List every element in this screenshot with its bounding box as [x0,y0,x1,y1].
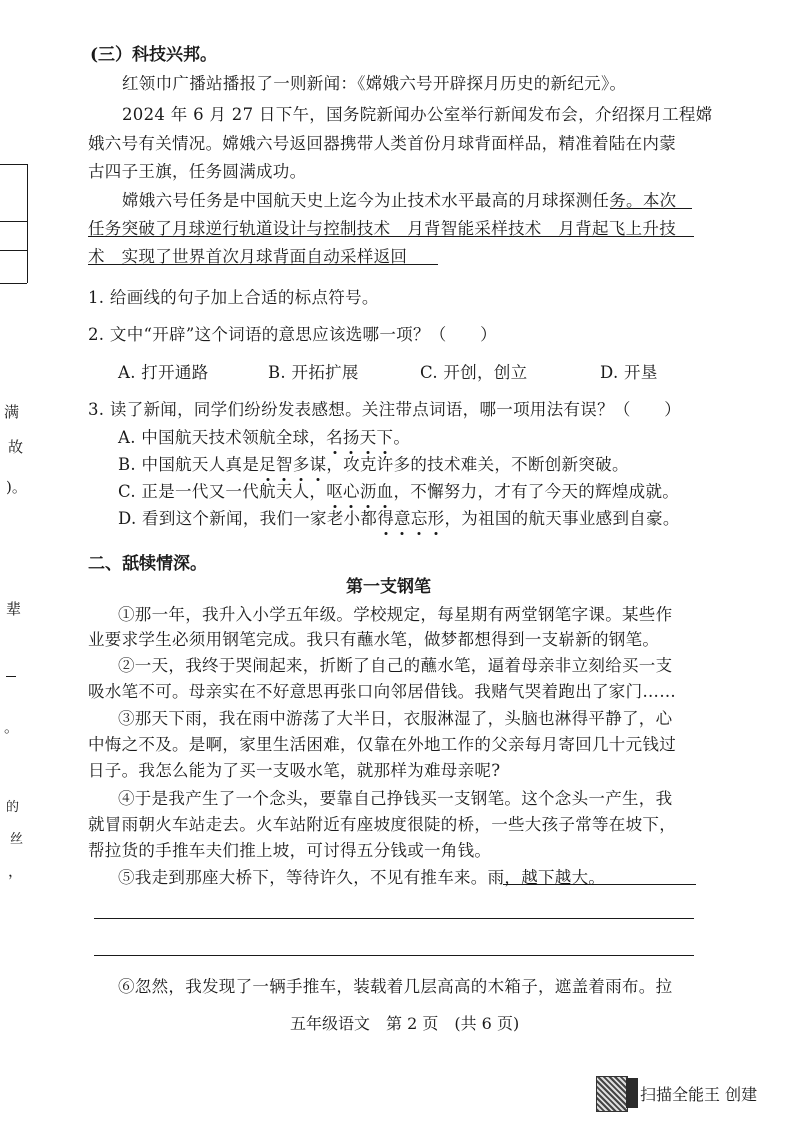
dotted-char: 下 [376,428,394,447]
section-heading: (三）科技兴邦。 [90,45,218,65]
story-line: ④于是我产生了一个念头，要靠自己挣钱买一支钢笔。这个念头一产生，我 [118,789,673,808]
underlined-text: 本次 [642,191,677,210]
question-3: 3. 读了新闻，同学们纷纷发表感想。关注带点词语，哪一项用法有误？（ ） [88,400,682,419]
answer-line[interactable] [94,918,694,919]
margin-char: 的 [6,800,20,815]
dotted-char: 名 [326,428,343,447]
dotted-word [326,428,393,447]
dotted-char: 心 [343,482,360,501]
story-line: ②一天，我终于哭闹起来，折断了自己的蘸水笔，逼着母亲非立刻给买一支 [118,656,673,675]
margin-char: 辈 [6,600,22,618]
option-c: C. 开创，创立 [420,363,528,382]
margin-char: 故 [8,438,24,456]
story-line: 日子。我怎么能为了买一支吸水笔，就那样为难母亲呢? [88,761,501,780]
news-line [122,187,676,211]
story-title: 第一支钢笔 [346,577,431,597]
option-d: D. 开垦 [600,363,658,382]
story-line: 业要求学生必须用钢笔完成。我只有蘸水笔，做梦都想得到一支崭新的钢笔。 [88,630,660,649]
story-line: 吸水笔不可。母亲实在不好意思再张口向邻居借钱。我赌气哭着跑出了家门…… [88,682,676,701]
story-line: ①那一年，我升入小学五年级。学校规定，每星期有两堂钢笔字课。某些作 [118,605,673,624]
dotted-char: 足 [259,455,276,474]
underlined-sentence: 术 实现了世界首次月球背面自动采样返回 [88,247,408,266]
underlined-text: 雨，越下越大。 [487,868,606,887]
dotted-char: 扬 [342,428,360,447]
q3-option-c: C. 正是一代又一代航天人，呕心沥血，不懈努力，才有了今天的辉煌成就。 [118,482,680,501]
dotted-char: 沥 [359,482,377,501]
q3-option-b: B. 中国航天人真是足智多谋，攻克许多的技术难关，不断创新突破。 [118,455,629,474]
margin-char: 满 [4,403,20,421]
news-line: 红领巾广播站播报了一则新闻：《嫦娥六号开辟探月历史的新纪元》。 [122,74,627,93]
scanner-watermark: 扫描全能王 创建 [640,1085,758,1104]
dotted-char: 忘 [410,509,428,528]
dotted-char: 多 [292,455,310,474]
page-footer: 五年级语文 第 2 页 (共 6 页) [290,1014,520,1033]
story-line: 帮拉货的手推车夫们推上坡，可讨得五分钱或一角钱。 [88,841,492,860]
dotted-char: 意 [394,509,411,528]
underlined-sentence: 任务突破了月球逆行轨道设计与控制技术 月背智能采样技术 月背起飞上升技 [88,219,676,238]
dotted-char: 形 [427,509,445,528]
story-line: 中悔之不及。是啊，家里生活困难，仅靠在外地工作的父亲每月寄回几十元钱过 [88,735,676,754]
answer-line[interactable] [94,955,694,956]
dotted-word [326,482,393,501]
app-badge-icon [626,1078,638,1108]
dotted-char: 谋 [309,455,327,474]
dotted-word [377,509,444,528]
story-line: ⑥忽然，我发现了一辆手推车，装载着几层高高的木箱子，遮盖着雨布。拉 [118,977,673,996]
story-line: 就冒雨朝火车站走去。火车站附近有座坡度很陡的桥，一些大孩子常等在坡下， [88,815,676,834]
dotted-char: 呕 [326,482,344,501]
part-heading: 二、舐犊情深。 [88,554,207,574]
qr-code-icon [596,1076,628,1112]
story-line: ③那天下雨，我在雨中游荡了大半日，衣服淋湿了，头脑也淋得平静了，心 [118,709,673,728]
margin-char: )。 [6,478,27,496]
news-line: 2024 年 6 月 27 日下午，国务院新闻办公室举行新闻发布会，介绍探月工程嫦 [122,105,713,124]
q3-option-a: A. 中国航天技术领航全球，名扬天下。 [118,428,411,447]
q3-option-d: D. 看到这个新闻，我们一家老小都得意忘形，为祖国的航天事业感到自豪。 [118,509,680,528]
story-line: ⑤我走到那座大桥下，等待许久，不见有推车来。雨，越下越大。 [118,868,606,887]
margin-char: ， [8,862,24,880]
margin-char: 丝 [10,832,24,847]
question-1: 1. 给画线的句子加上合适的标点符号。 [88,288,379,307]
margin-char: 。 [4,718,20,736]
dotted-char: 得 [377,509,395,528]
option-a: A. 打开通路 [118,363,209,382]
news-text: 嫦娥六号任务是中国航天史上迄今为止技术水平最高的月球探测任务。 [122,191,643,210]
dotted-char: 智 [275,455,293,474]
question-2: 2. 文中“开辟”这个词语的意思应该选哪一项？（ ） [88,325,497,344]
news-line: 娥六号有关情况。嫦娥六号返回器携带人类首份月球背面样品，精准着陆在内蒙 [88,134,676,153]
dotted-word [259,455,326,474]
dotted-char: 天 [359,428,377,447]
dotted-char: 血 [376,482,394,501]
option-b: B. 开拓扩展 [268,363,359,382]
news-line: 古四子王旗，任务圆满成功。 [88,162,307,181]
